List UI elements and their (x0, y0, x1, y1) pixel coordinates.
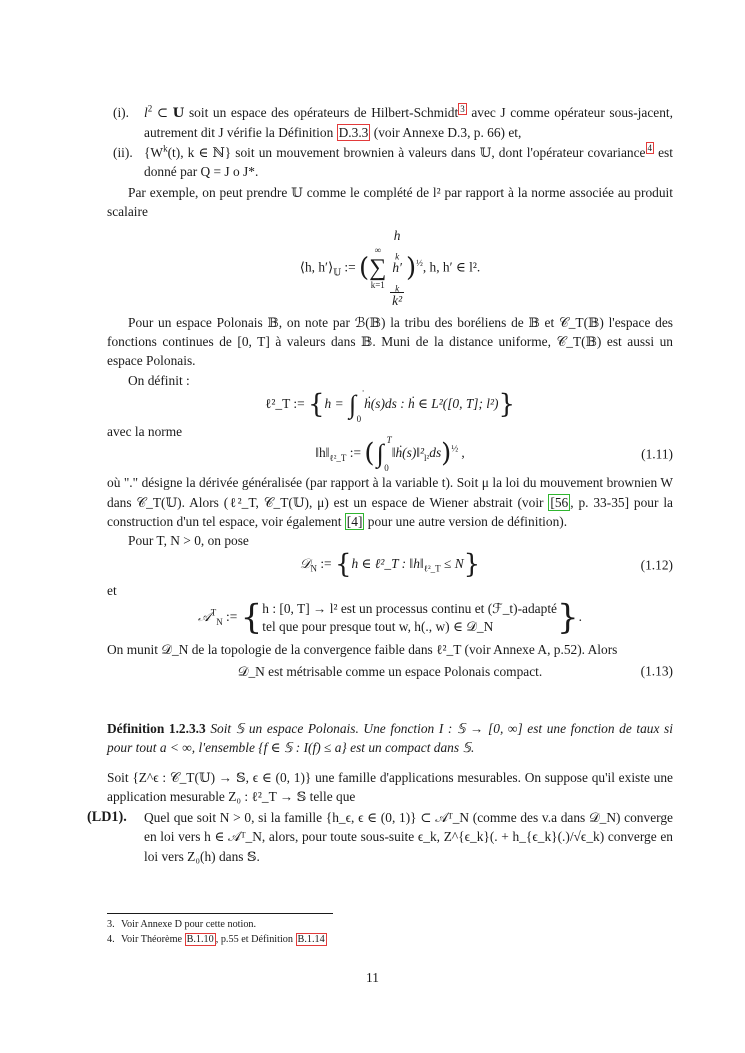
paragraph: Pour un espace Polonais 𝔹, on note par ℬ(𝔹) la tribu des boréliens de 𝔹 et 𝒞_T(𝔹) l'espace des fonctions continues de [0, T] à valeurs dans 𝔹. Muni de la distance uniforme, 𝒞_T(𝔹) est aussi un espace Polonais. (107, 314, 673, 369)
list-item-ii (107, 143, 673, 182)
brace-open: { (334, 549, 352, 580)
ds: ds (429, 445, 442, 461)
item-text: avec J comme opérateur sous-jacent, autrement dit J vérifie la Définition (144, 105, 673, 141)
ref-theorem-b110[interactable]: B.1.10 (186, 933, 214, 945)
brace-open: { (240, 597, 263, 638)
paragraph: avec la norme (107, 423, 183, 439)
eq-body: h ∈ ℓ²_T : ‖h‖ (351, 556, 424, 572)
system-lines (262, 600, 557, 636)
system-line-2: tel que pour presque tout w, h(., w) ∈ 𝒟_N (262, 619, 494, 635)
sub: N (216, 617, 223, 628)
equation-scalar-product (107, 228, 673, 309)
blackboard-U: U (172, 105, 185, 121)
sup: T (210, 607, 217, 618)
equation-lt-definition (107, 385, 673, 424)
brace-open: { (308, 389, 325, 420)
sub: l² (424, 453, 430, 464)
equation-an-definition (107, 597, 673, 638)
int-lower: 0 (356, 413, 362, 424)
ref-definition-b114[interactable]: B.1.14 (297, 933, 325, 945)
brace-close: } (498, 389, 516, 420)
num: h (393, 227, 401, 243)
eq-lhs: 𝒟 (299, 557, 311, 573)
condition-label: (LD1). (87, 809, 127, 826)
paragraph: Par exemple, on peut prendre 𝕌 comme le complété de l² par rapport à la norme associée au produit scalaire (107, 185, 673, 220)
citation-4[interactable]: [4] (346, 513, 363, 529)
eq-tail: , h, h′ ∈ l². (422, 259, 481, 275)
eq-lhs: 𝒜 (198, 610, 211, 626)
citation-56[interactable]: [56 (550, 494, 569, 510)
int-upper: · (361, 385, 365, 396)
sum-upper: ∞ (374, 245, 381, 256)
eq-tail: , (458, 445, 465, 461)
text: où "." désigne la dérivée généralisée (par rapport à la variable t). Soit μ la loi du mouvement brownien W dans 𝒞_T(𝕌). Alors (ℓ²_T, 𝒞_T(𝕌), μ) est un espace de Wiener abstrait (voir (107, 475, 673, 510)
paragraph: et (107, 583, 117, 599)
integral-symbol: ∫ T 0 (376, 435, 392, 474)
footnote-number: 4. (107, 933, 115, 945)
eq-lhs: ℓ²_T := (264, 396, 308, 412)
brace-close: } (556, 597, 579, 638)
paragraph: On définit : (128, 372, 190, 388)
footnotes (107, 913, 673, 947)
eq-text: 𝒟_N est métrisable comme un espace Polonais compact. (237, 663, 543, 679)
item-label: (i). (113, 105, 129, 120)
paren-close: ) (405, 252, 417, 283)
eq-tail: . (578, 609, 582, 625)
definition-block (107, 719, 673, 758)
sigma-glyph: ∑ (369, 255, 387, 282)
condition-text: Quel que soit N > 0, si la famille {h_ϵ, ϵ ∈ (0, 1)} ⊂ 𝒜ᵀ_N (comme des v.a dans 𝒟_N) converge en loi vers h ∈ 𝒜ᵀ_N, alors, pour toute sous-suite ϵ_k, Z^{ϵ_k}(. + h_{ϵ_k}(.)/√ϵ_k) converge en loi vers Z₀(h) dans 𝕊. (144, 810, 673, 864)
text: , p. 33-35] pour la construction d'un tel espace, voir également (107, 494, 673, 529)
equation-1-13 (107, 662, 673, 681)
footnote-3 (107, 918, 673, 933)
footnote-rule (107, 913, 333, 914)
eq-tail: ≤ N (440, 556, 464, 572)
integrand: ‖ḣ(s)‖² (391, 445, 425, 461)
int-upper: T (386, 435, 392, 446)
footnote-4 (107, 933, 673, 948)
eq-assign: := (222, 609, 241, 625)
condition-ld1 (87, 808, 673, 866)
paren-open: ( (359, 252, 370, 283)
definition-heading: Définition 1.2.3.3 (107, 720, 206, 736)
sub: N (310, 564, 317, 575)
item-text: est donné par Q = J o J*. (144, 144, 673, 179)
eq-body: h = (324, 396, 347, 412)
sub: 𝕌 (333, 267, 342, 278)
paragraph: Pour T, N > 0, on pose (128, 533, 249, 549)
paragraph: Soit {Z^ϵ : 𝒞_T(𝕌) → 𝕊, ϵ ∈ (0, 1)} une famille d'applications mesurables. On suppose qu'il existe une application mesurable Z₀ : ℓ²_T → 𝕊 telle que (107, 769, 673, 804)
sub: ℓ²_T (423, 564, 441, 575)
sub: k (395, 283, 400, 294)
ref-definition-d33[interactable]: D.3.3 (338, 125, 369, 141)
definition-body: Soit 𝕊 un espace Polonais. Une fonction I : 𝕊 → [0, ∞] est une fonction de taux si pour tout a < ∞, l'ensemble {f ∈ 𝕊 : I(f) ≤ a} est un compact dans 𝕊. (107, 720, 673, 756)
sub: ℓ²_T (329, 453, 347, 464)
sub: k (395, 251, 400, 262)
fraction (390, 228, 404, 309)
eq-lhs: ⟨h, h′⟩ (299, 259, 334, 275)
footnote-number: 3. (107, 919, 115, 930)
text: pour une autre version de définition). (364, 513, 568, 529)
item-text: (t), k ∈ ℕ} soit un mouvement brownien à valeurs dans 𝕌, dont l'opérateur covariance (167, 144, 646, 160)
system-line-1: h : [0, T] → l² est un processus continu et (ℱ_t)-adapté (262, 601, 557, 617)
page-number: 11 (366, 970, 379, 985)
list-item-i (107, 103, 673, 143)
math-l: l (144, 105, 148, 120)
footnote-ref-3[interactable]: 3 (460, 103, 465, 114)
footnote-text: Voir Annexe D pour cette notion. (121, 919, 257, 930)
footnote-text: Voir Théorème (121, 933, 185, 945)
eq-assign: := (316, 556, 335, 572)
sup: k (163, 143, 168, 154)
den: k² (392, 292, 403, 308)
item-text: (voir Annexe D.3, p. 66) et, (370, 125, 522, 141)
equation-1-12 (107, 549, 673, 580)
item-text: {W (144, 144, 164, 160)
paren-close: ) (441, 438, 452, 469)
equation-number: (1.11) (641, 446, 673, 462)
page-body (87, 103, 673, 866)
paragraph (107, 473, 673, 531)
equation-1-11 (107, 435, 673, 474)
footnote-ref-4[interactable]: 4 (647, 143, 652, 154)
integrand: ḣ(s)ds : ḣ ∈ L²([0, T]; l²) (364, 396, 499, 412)
exponent: ½ (451, 443, 459, 454)
exponent: ½ (416, 257, 423, 268)
item-label: (ii). (113, 144, 133, 160)
sup: 2 (147, 103, 153, 114)
item-text: soit un espace des opérateurs de Hilbert-Schmidt (184, 105, 459, 120)
eq-lhs: ‖h‖ (315, 445, 330, 461)
sum-symbol (369, 245, 386, 291)
num2: h′ (392, 259, 402, 275)
sum-lower: k=1 (370, 280, 385, 291)
equation-number: (1.12) (640, 557, 673, 573)
eq-assign: := (346, 445, 365, 461)
footnote-text: , p.55 et Définition (215, 933, 296, 945)
paren-open: ( (364, 438, 375, 469)
integral-symbol: ∫ · 0 (348, 385, 365, 424)
int-lower: 0 (384, 463, 389, 474)
brace-close: } (463, 549, 481, 580)
subset-symbol: ⊂ (152, 105, 173, 120)
equation-number: (1.13) (640, 663, 673, 679)
paragraph: On munit 𝒟_N de la topologie de la convergence faible dans ℓ²_T (voir Annexe A, p.52). Alors (107, 642, 618, 658)
eq-assign: := (341, 259, 360, 275)
